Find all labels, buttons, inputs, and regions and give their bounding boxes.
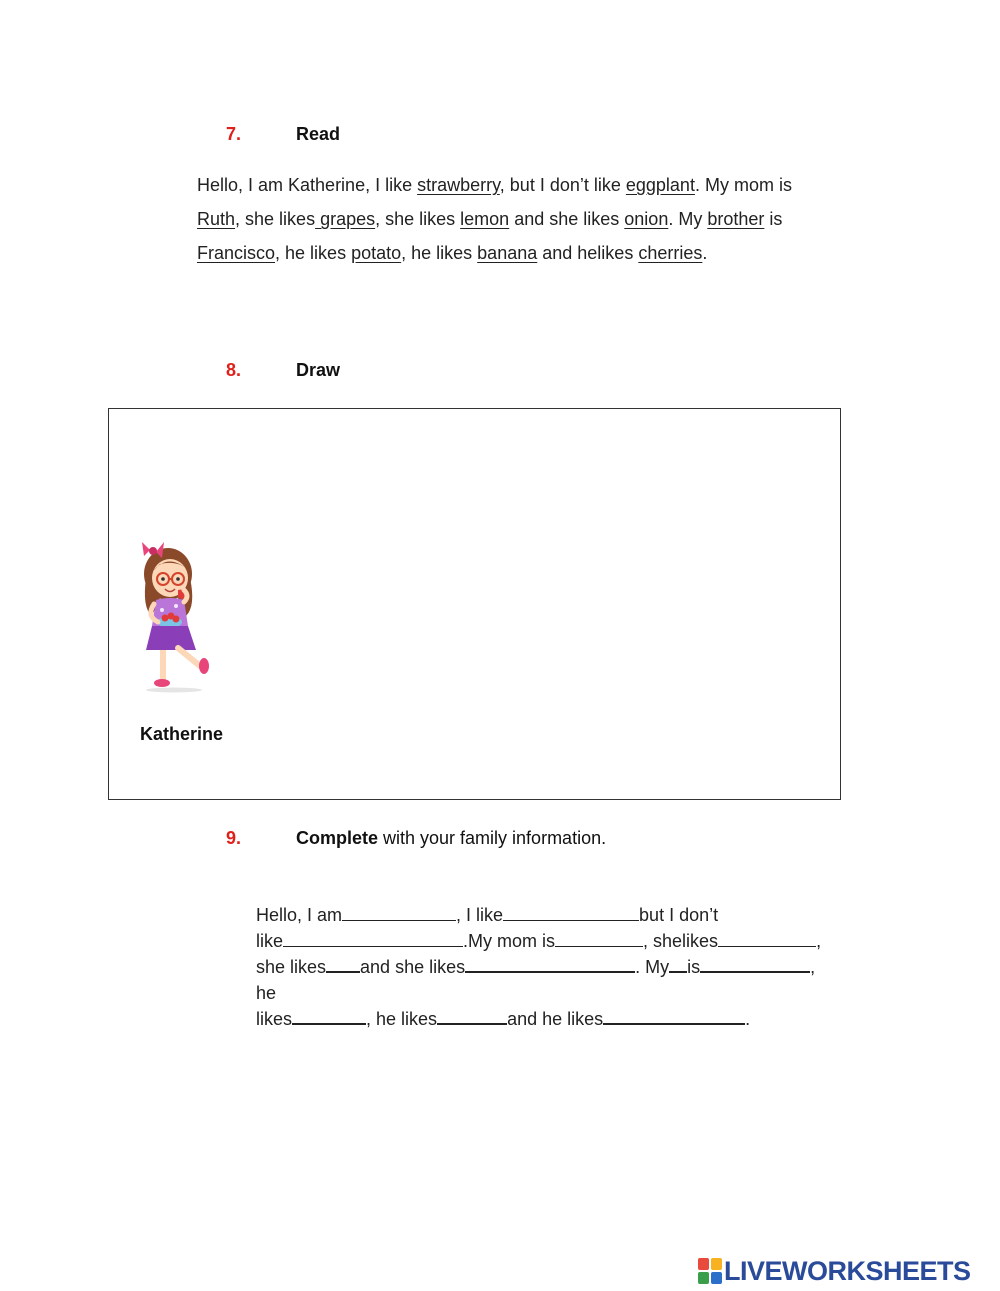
complete-line-2: like .My mom is , shelikes , xyxy=(256,931,822,951)
blank-dont-like[interactable] xyxy=(283,929,463,947)
liveworksheets-logo xyxy=(698,1257,971,1285)
girl-illustration xyxy=(138,538,230,698)
complete-line-5: likes , he likes and he likes . xyxy=(256,1006,846,1032)
blank-like[interactable] xyxy=(503,903,639,921)
word-strawberry: strawberry xyxy=(417,175,500,195)
blank-mom-likes-1[interactable] xyxy=(718,929,816,947)
word-cherries: cherries xyxy=(638,243,703,263)
complete-line-3: she likes and she likes . My is , xyxy=(256,954,846,980)
word-brother: brother xyxy=(707,209,765,229)
read-paragraph: Hello, I am Katherine, I like strawberry, but I don’t like eggplant. My mom is Ruth, she likes grapes, she likes lemon and she likes onion. My brother is Francisco, he likes potato, he likes banana and helikes cherries. xyxy=(197,175,792,263)
word-eggplant: eggplant xyxy=(625,175,695,195)
word-banana: banana xyxy=(477,243,538,263)
blank-mom-likes-3[interactable] xyxy=(465,954,635,973)
blank-name[interactable] xyxy=(342,903,456,921)
section-7-title: Read xyxy=(296,124,341,144)
blank-relative[interactable] xyxy=(669,954,687,973)
section-9-number: 9. xyxy=(226,828,242,848)
section-7-number: 7. xyxy=(226,124,242,144)
section-8-title: Draw xyxy=(296,360,341,380)
word-ruth: Ruth xyxy=(197,209,236,229)
section-9-title-bold: Complete xyxy=(296,828,379,848)
blank-relative-name[interactable] xyxy=(700,954,810,973)
blank-mom-likes-2[interactable] xyxy=(326,954,360,973)
blank-relative-likes-1[interactable] xyxy=(292,1006,366,1025)
word-onion: onion xyxy=(624,209,669,229)
word-lemon: lemon xyxy=(460,209,510,229)
section-8-number: 8. xyxy=(226,360,242,380)
blank-relative-likes-2[interactable] xyxy=(437,1006,507,1025)
section-9-title-rest: with your family information. xyxy=(378,828,607,848)
character-label: Katherine xyxy=(140,724,224,744)
complete-line-4: he xyxy=(256,983,277,1003)
section-9-title xyxy=(296,828,606,849)
logo-blocks-icon xyxy=(698,1258,722,1284)
word-grapes: grapes xyxy=(315,209,376,229)
blank-mom-name[interactable] xyxy=(555,929,643,947)
complete-line-1: Hello, I am , I like but I don’t xyxy=(256,905,719,925)
complete-exercise xyxy=(256,902,846,1032)
blank-relative-likes-3[interactable] xyxy=(603,1006,745,1025)
logo-text: LIVEWORKSHEETS xyxy=(724,1255,971,1286)
word-francisco: Francisco xyxy=(197,243,276,263)
word-potato: potato xyxy=(351,243,402,263)
